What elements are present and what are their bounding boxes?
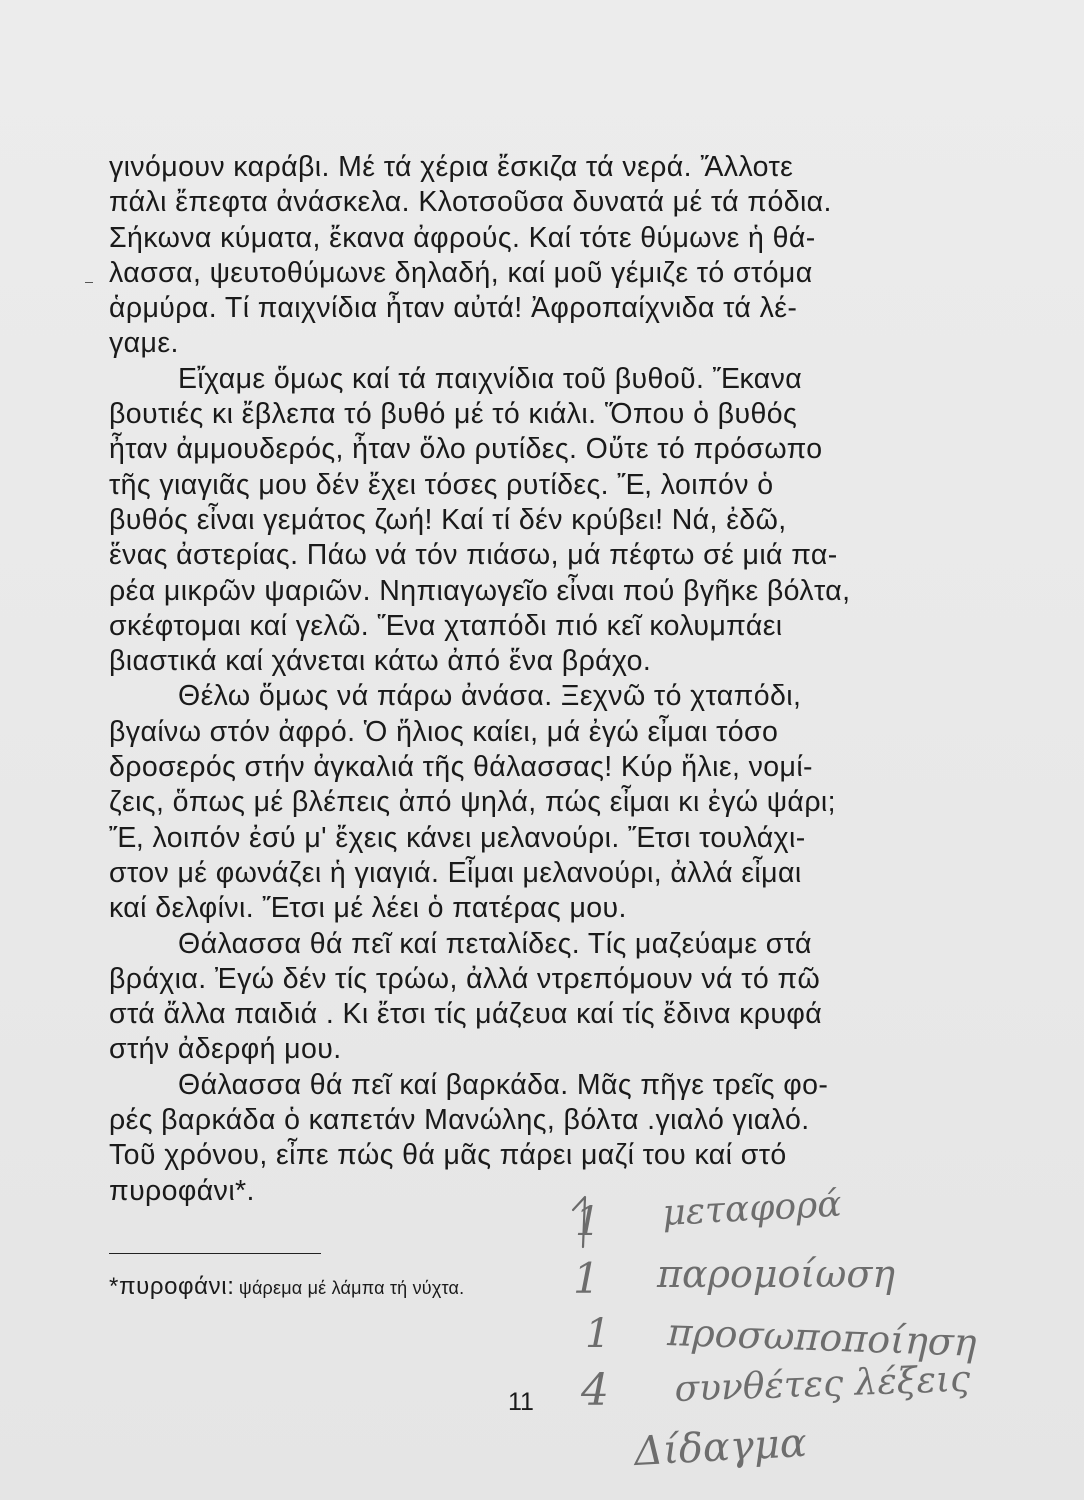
footnote-definition: ψάρεμα μέ λάμπα τή νύχτα. (238, 1278, 465, 1298)
text-line: γινόμουν καράβι. Μέ τά χέρια ἔσκιζα τά νερά. Ἄλλοτε (109, 151, 794, 183)
handwritten-number-2: 1 (573, 1254, 600, 1303)
handwritten-word-didagma: Δίδαγμα (633, 1420, 808, 1475)
text-line: Σήκωνα κύματα, ἔκανα ἀφρούς. Καί τότε θύμωνε ἡ θά- (109, 221, 816, 254)
text-line: ἕνας ἀστερίας. Πάω νά τόν πιάσω, μά πέφτω σέ μιά πα- (109, 539, 838, 572)
text-line: στον μέ φωνάζει ἡ γιαγιά. Εἶμαι μελανούρι, ἀλλά εἶμαι (109, 856, 802, 889)
text-line: πυροφάνι*. (109, 1174, 255, 1207)
text-line: τῆς γιαγιᾶς μου δέν ἔχει τόσες ρυτίδες. Ἔ, λοιπόν ὁ (109, 468, 774, 501)
text-line: Τοῦ χρόνου, εἶπε πώς θά μᾶς πάρει μαζί του καί στό (109, 1139, 787, 1172)
handwritten-number-4: 4 (581, 1365, 609, 1416)
body-text (109, 150, 929, 1209)
text-line: βουτιές κι ἔβλεπα τό βυθό μέ τό κιάλι. Ὅπου ὁ βυθός (109, 398, 798, 431)
text-line: ἦταν ἀμμουδερός, ἦταν ὅλο ρυτίδες. Οὔτε τό πρόσωπο (109, 433, 823, 466)
text-line: Θέλω ὅμως νά πάρω ἀνάσα. Ξεχνῶ τό χταπόδι, (178, 680, 802, 713)
text-line: βυθός εἶναι γεμάτος ζωή! Καί τί δέν κρύβει! Νά, ἐδῶ, (109, 503, 787, 536)
text-line: δροσερός στήν ἀγκαλιά τῆς θάλασσας! Κύρ ἥλιε, νομί- (109, 751, 813, 784)
text-line: Θάλασσα θά πεῖ καί πεταλίδες. Τίς μαζεύαμε στά (178, 927, 812, 960)
text-line: Ἔ, λοιπόν ἐσύ μ' ἔχεις κάνει μελανούρι. Ἔτσι τουλάχι- (109, 821, 806, 854)
text-line: καί δελφίνι. Ἔτσι μέ λέει ὁ πατέρας μου. (109, 892, 627, 925)
footnote-rule (109, 1253, 321, 1254)
text-line: ρές βαρκάδα ὁ καπετάν Μανώλης, βόλτα .γιαλό γιαλό. (109, 1104, 810, 1137)
text-line: βγαίνω στόν ἀφρό. Ὁ ἥλιος καίει, μά ἐγώ εἶμαι τόσο (109, 715, 779, 748)
text-line: βιαστικά καί χάνεται κάτω ἀπό ἕνα βράχο. (109, 645, 652, 678)
text-line: βράχια. Ἐγώ δέν τίς τρώω, ἀλλά ντρεπόμουν νά τό πῶ (109, 962, 821, 995)
handwritten-word-prosopopoiisi: προσωποποίηση (666, 1310, 978, 1365)
text-line: λασσα, ψευτοθύμωνε δηλαδή, καί μοῦ γέμιζε τό στόμα (109, 256, 813, 289)
text-line: στά ἄλλα παιδιά . Κι ἔτσι τίς μάζευα καί τίς ἔδινα κρυφά (109, 998, 823, 1031)
text-line: σκέφτομαι καί γελῶ. Ἕνα χταπόδι πιό κεῖ κολυμπάει (109, 609, 783, 642)
text-line: ζεις, ὅπως μέ βλέπεις ἀπό ψηλά, πώς εἶμαι κι ἐγώ ψάρι; (109, 786, 836, 819)
handwritten-word-synthetes: συνθέτες λέξεις (673, 1358, 971, 1410)
text-line: στήν ἀδερφή μου. (109, 1033, 342, 1066)
handwritten-annotations (545, 1175, 1075, 1495)
handwritten-word-paromoiosi: παρομοίωση (657, 1252, 896, 1296)
handwritten-word-metaphora: μεταφορά (661, 1183, 843, 1234)
footnote-term: *πυροφάνι: (109, 1273, 235, 1300)
text-line: Εἴχαμε ὅμως καί τά παιχνίδια τοῦ βυθοῦ. Ἔκανα (178, 362, 803, 395)
text-line: Θάλασσα θά πεῖ καί βαρκάδα. Μᾶς πῆγε τρεῖς φο- (178, 1068, 829, 1101)
text-line: ἁρμύρα. Τί παιχνίδια ἦταν αὐτά! Ἀφροπαίχνιδα τά λέ- (109, 292, 798, 325)
footnote (109, 1273, 464, 1301)
handwritten-number-1: 1 (575, 1199, 601, 1245)
text-line: γαμε. (109, 327, 179, 360)
handwritten-number-3: 1 (585, 1311, 611, 1357)
margin-mark (85, 282, 93, 283)
text-line: πάλι ἔπεφτα ἀνάσκελα. Κλοτσοῦσα δυνατά μέ τά πόδια. (109, 186, 832, 219)
text-line: ρέα μικρῶν ψαριῶν. Νηπιαγωγεῖο εἶναι πού βγῆκε βόλτα, (109, 574, 851, 607)
page-number: 11 (508, 1388, 534, 1416)
